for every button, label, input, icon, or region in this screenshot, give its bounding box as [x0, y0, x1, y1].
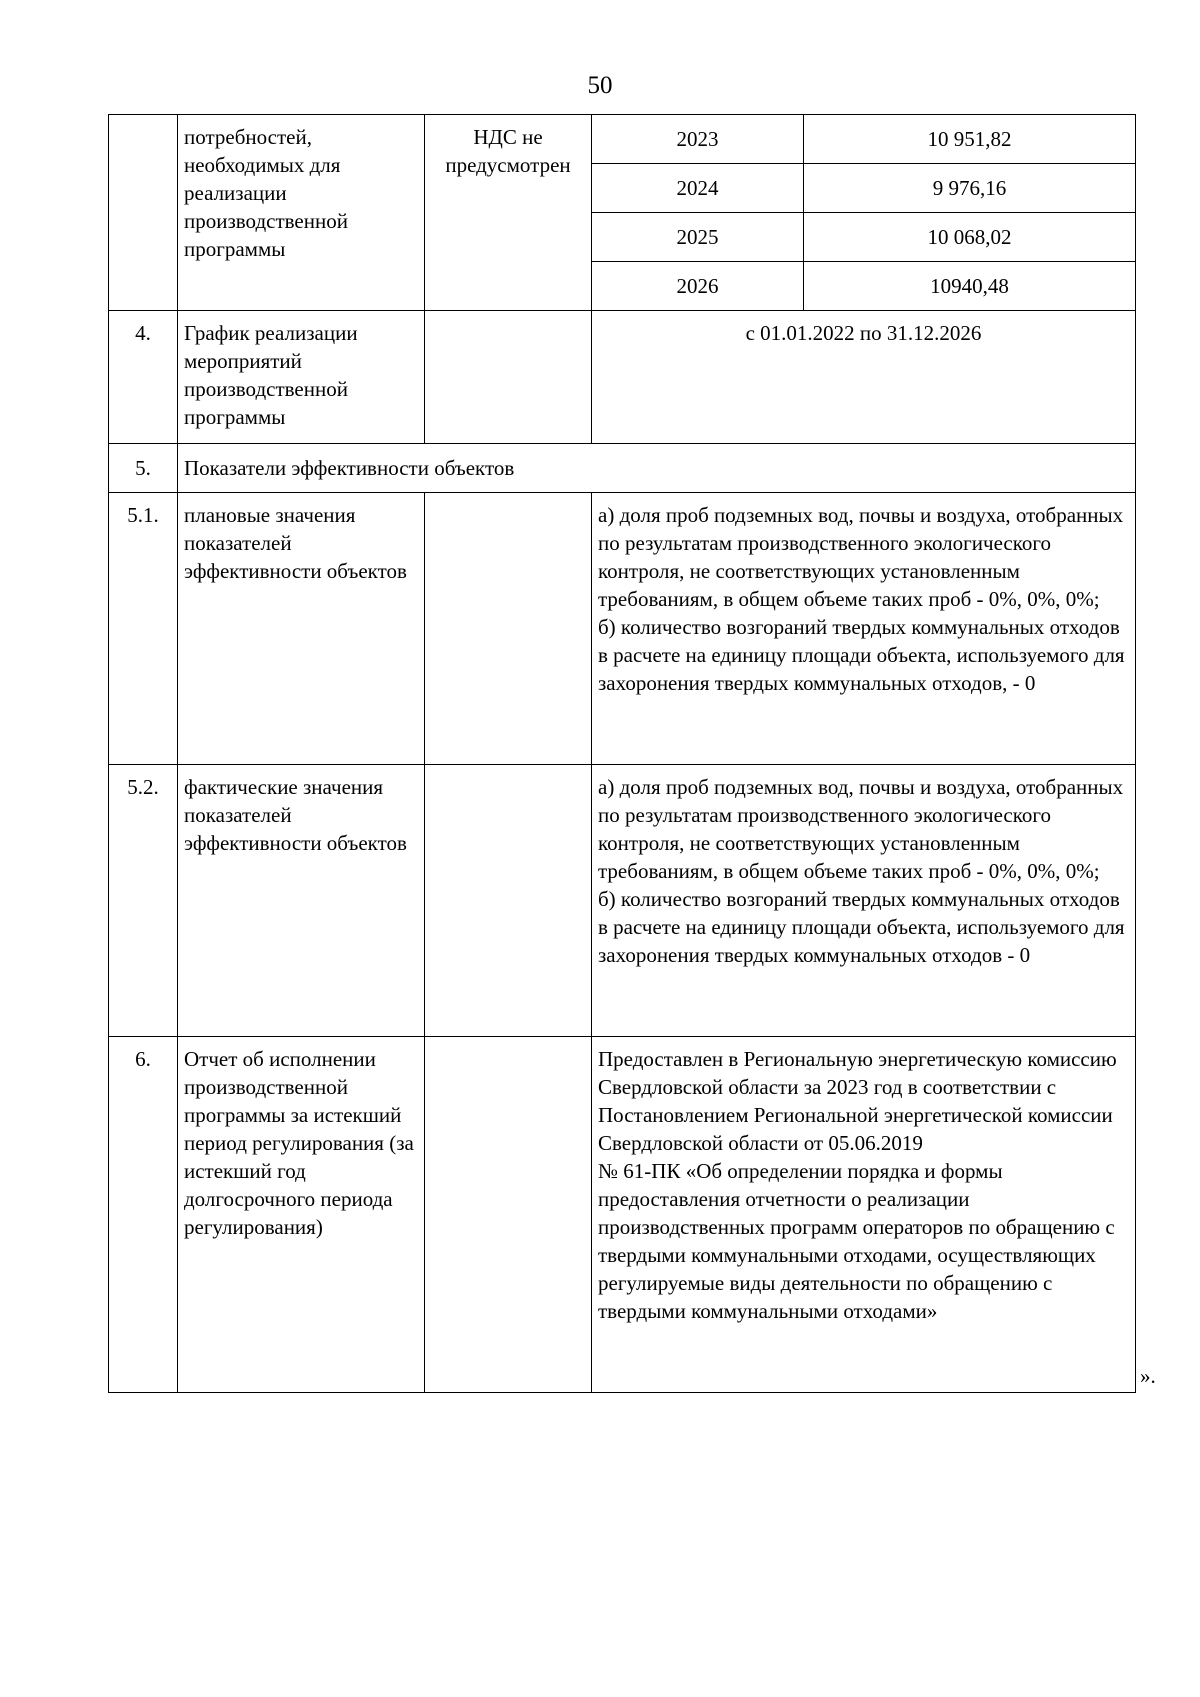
amount-cell: 10 068,02 — [804, 213, 1136, 262]
amount-cell: 10 951,82 — [804, 115, 1136, 164]
year-cell: 2024 — [592, 164, 804, 213]
row-6-value — [592, 1037, 1136, 1393]
amount-cell: 10940,48 — [804, 262, 1136, 311]
row-5-1-empty-cell — [425, 493, 592, 765]
row-6-value-b: № 61-ПК «Об определении порядка и формы предоставления отчетности о реализации производственных программ операторов по обращению с твердыми коммунальными отходами, осуществляющих регулируемые виды деятельности по обращению с твердыми коммунальными отходами» — [598, 1159, 1115, 1323]
row-5-1-value — [592, 493, 1136, 765]
row-5-1-name: плановые значения показателей эффективности объектов — [178, 493, 425, 765]
row-cont-name: потребностей, необходимых для реализации производственной программы — [184, 125, 348, 261]
year-cell: 2025 — [592, 213, 804, 262]
year-cell: 2023 — [592, 115, 804, 164]
amount-cell: 9 976,16 — [804, 164, 1136, 213]
year-cell: 2026 — [592, 262, 804, 311]
row-5-1-num: 5.1. — [109, 493, 178, 765]
row-cont-num-cell — [109, 115, 178, 311]
program-table — [108, 114, 1136, 1393]
table-row-4 — [109, 311, 1136, 444]
row-cont-vat-cell — [425, 115, 592, 311]
row-5-name: Показатели эффективности объектов — [178, 444, 1136, 493]
table-row-6 — [109, 1037, 1136, 1393]
vat-note: НДС не предусмотрен — [445, 125, 571, 177]
row-5-2-value-b: б) количество возгораний твердых коммунальных отходов в расчете на единицу площади объекта, используемого для захоронения твердых коммунальных отходов - 0 — [598, 887, 1125, 967]
row-cont-name-cell — [178, 115, 425, 311]
table-row-5 — [109, 444, 1136, 493]
row-5-2-name: фактические значения показателей эффективности объектов — [178, 765, 425, 1037]
row-5-2-num: 5.2. — [109, 765, 178, 1037]
row-4-empty-cell — [425, 311, 592, 444]
row-5-2-empty-cell — [425, 765, 592, 1037]
row-5-2-value-a: а) доля проб подземных вод, почвы и воздуха, отобранных по результатам производственного экологического контроля, не соответствующих установленным требованиям, в общем объеме таких проб - 0%, 0%, 0%; — [598, 775, 1124, 883]
table-row-5-1 — [109, 493, 1136, 765]
row-4-num: 4. — [109, 311, 178, 444]
row-6-value-a: Предоставлен в Региональную энергетическую комиссию Свердловской области за 2023 год в соответствии с Постановлением Региональной энергетической комиссии Свердловской области от 05.06.2019 — [598, 1047, 1117, 1155]
table-row-continued — [109, 115, 1136, 164]
row-4-value: с 01.01.2022 по 31.12.2026 — [592, 311, 1136, 444]
row-4-name: График реализации мероприятий производственной программы — [178, 311, 425, 444]
page-number: 50 — [587, 72, 613, 99]
row-5-num: 5. — [109, 444, 178, 493]
row-6-num: 6. — [109, 1037, 178, 1393]
row-5-2-value — [592, 765, 1136, 1037]
row-6-name: Отчет об исполнении производственной программы за истекший период регулирования (за истекший год долгосрочного периода регулирования) — [178, 1037, 425, 1393]
closing-quote-mark: ». — [1140, 1364, 1156, 1388]
row-5-1-value-b: б) количество возгораний твердых коммунальных отходов в расчете на единицу площади объекта, используемого для захоронения твердых коммунальных отходов, - 0 — [598, 615, 1125, 695]
row-5-1-value-a: а) доля проб подземных вод, почвы и воздуха, отобранных по результатам производственного экологического контроля, не соответствующих установленным требованиям, в общем объеме таких проб - 0%, 0%, 0%; — [598, 503, 1124, 611]
row-6-empty-cell — [425, 1037, 592, 1393]
table-row-5-2 — [109, 765, 1136, 1037]
